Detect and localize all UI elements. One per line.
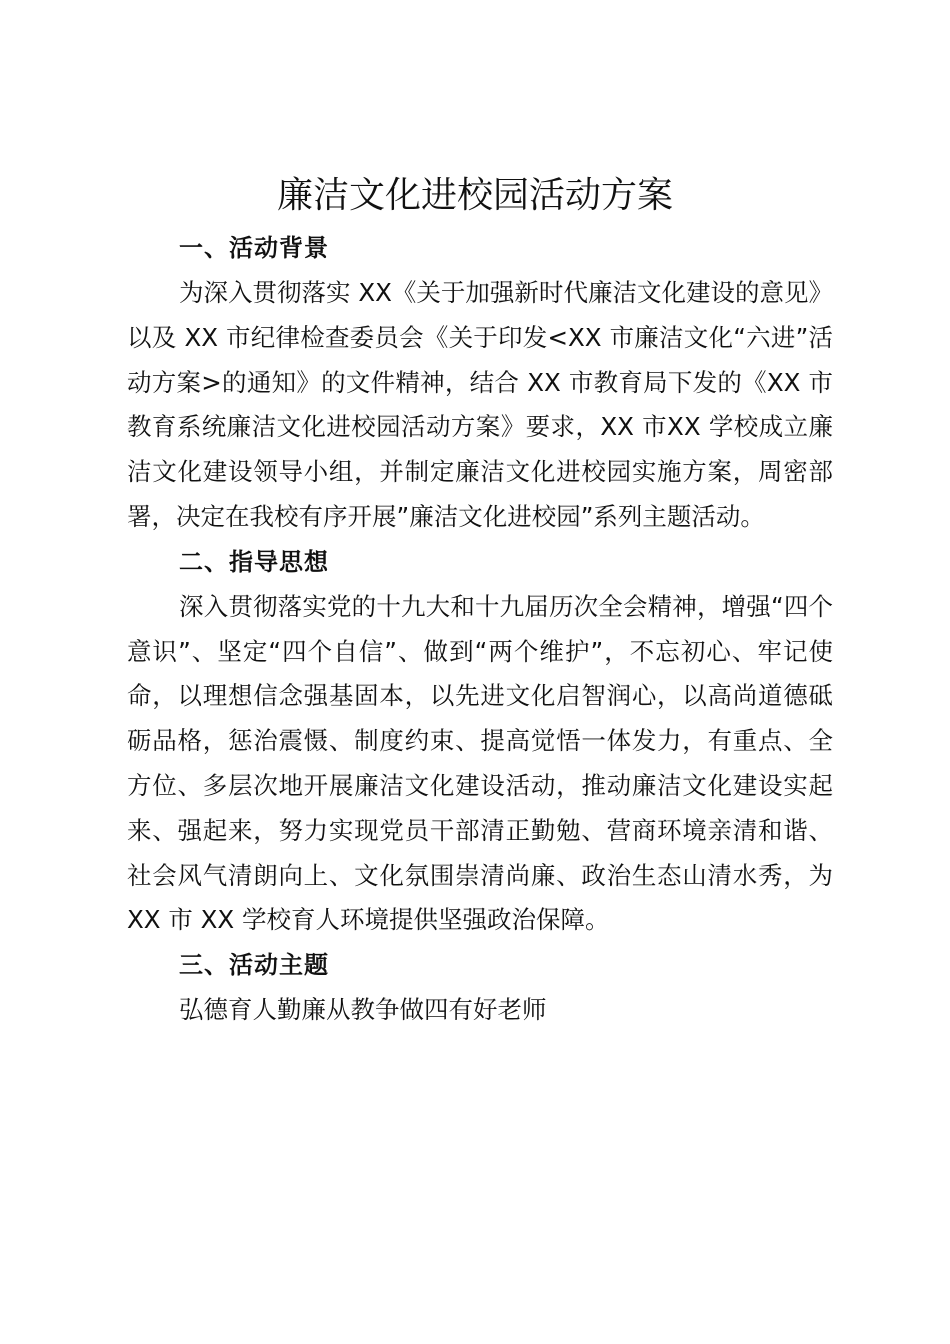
section-heading: 二、指导思想 — [179, 547, 329, 576]
section-heading: 一、活动背景 — [179, 234, 329, 262]
section-paragraph: 弘德育人勤廉从教争做四有好老师 — [179, 995, 547, 1025]
section-heading: 三、活动主题 — [179, 951, 329, 980]
section-paragraph: 为深入贯彻落实 XX《关于加强新时代廉洁文化建设的意见》以及 XX 市纪律检查委员会《关于印发<XX 市廉洁文化“六进”活动方案>的通知》的文件精神，结合 XX 市教育局下发的《XX 市教育系统廉洁文化进校园活动方案》要求，XX 市XX 学校成立廉洁文化建设领导小组，并制定廉洁文化进校园实施方案，周密部署，决定在我校有序开展”廉洁文化进校园”系列主题活动。 — [127, 278, 833, 531]
section-guiding-ideology — [127, 540, 833, 943]
document-body — [127, 226, 833, 1033]
section-activity-theme — [127, 943, 833, 1033]
section-paragraph: 深入贯彻落实党的十九大和十九届历次全会精神，增强“四个意识”、坚定“四个自信”、做到“两个维护”，不忘初心、牢记使命，以理想信念强基固本，以先进文化启智润心，以高尚道德砥砺品格，惩治震慑、制度约束、提高觉悟一体发力，有重点、全方位、多层次地开展廉洁文化建设活动，推动廉洁文化建设实起来、强起来，努力实现党员干部清正勤勉、营商环境亲清和谐、社会风气清朗向上、文化氛围崇清尚廉、政治生态山清水秀，为 XX 市 XX 学校育人环境提供坚强政治保障。 — [127, 591, 833, 935]
document-title: 廉洁文化进校园活动方案 — [276, 175, 673, 216]
section-background — [127, 226, 833, 540]
